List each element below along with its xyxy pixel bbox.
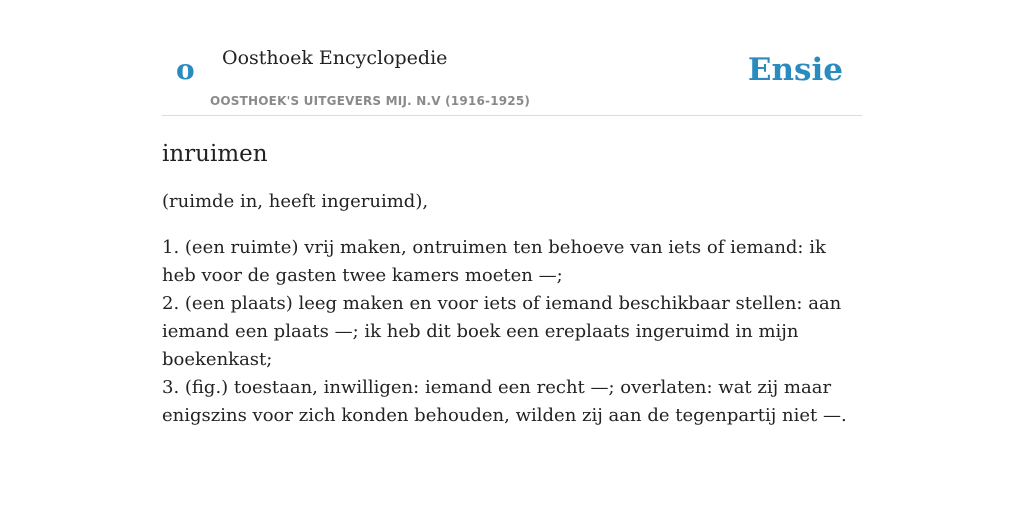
source-title-link[interactable]: Oosthoek Encyclopedie — [222, 47, 448, 69]
source-subtitle: OOSTHOEK'S UITGEVERS MIJ. N.V (1916-1925) — [210, 94, 531, 108]
definition-2: 2. (een plaats) leeg maken en voor iets of iemand beschikbaar stellen: aan iemand een plaats —; ik heb dit boek een ereplaats ingeruimd in mijn boekenkast; — [162, 293, 842, 370]
entry-grammar: (ruimde in, heeft ingeruimd), — [162, 191, 429, 212]
definition-1: 1. (een ruimte) vrij maken, ontruimen ten behoeve van iets of iemand: ik heb voor de gasten twee kamers moeten —; — [162, 237, 826, 286]
entry-definitions — [162, 234, 862, 430]
source-header — [162, 44, 862, 116]
page — [162, 0, 862, 430]
source-logo[interactable]: o — [176, 53, 195, 86]
definition-3: 3. (fig.) toestaan, inwilligen: iemand een recht —; overlaten: wat zij maar enigszins voor zich konden behouden, wilden zij aan de tegenpartij niet —. — [162, 377, 847, 426]
entry-title: inruimen — [162, 141, 268, 167]
brand-logo-link[interactable]: Ensie — [747, 52, 843, 88]
